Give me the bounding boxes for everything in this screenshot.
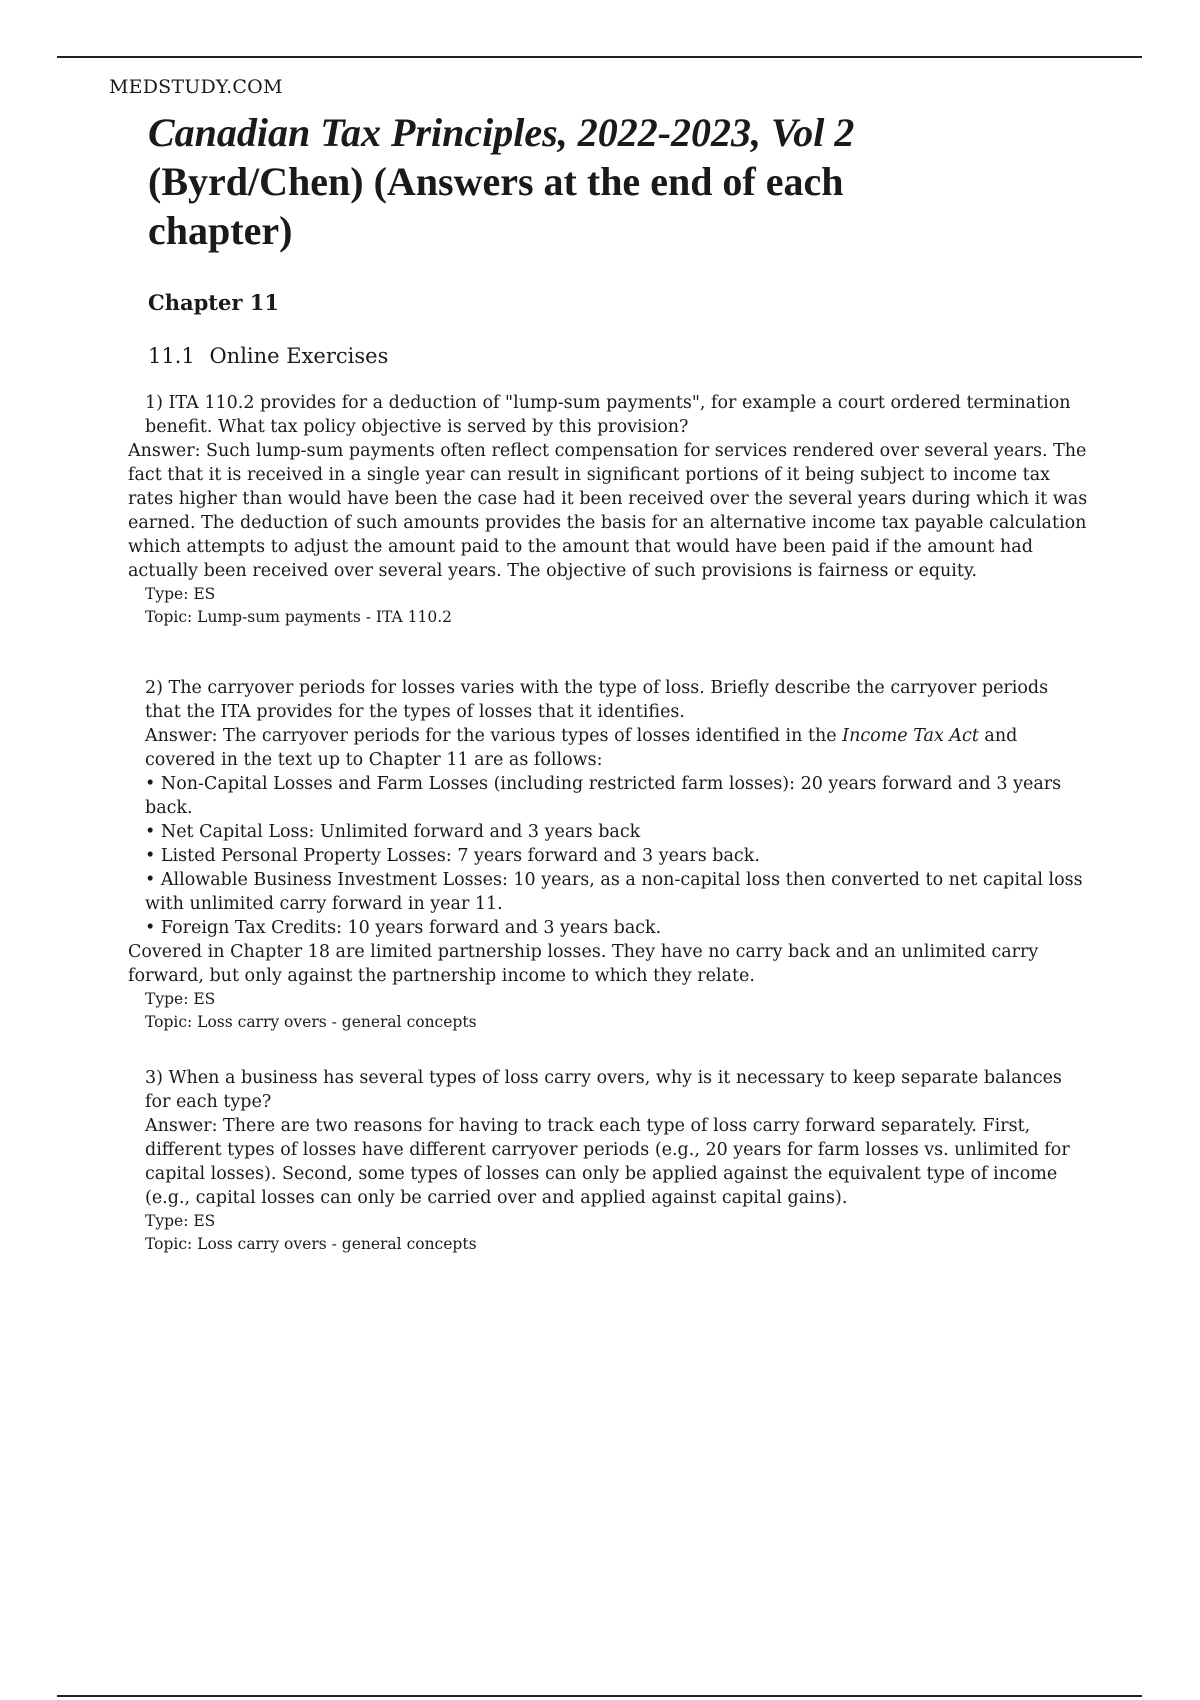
- answer-text: [128, 724, 1088, 772]
- title-italic-line: Canadian Tax Principles, 2022-2023, Vol 2: [148, 110, 855, 155]
- question-text: 2) The carryover periods for losses varies with the type of loss. Briefly describe the carryover periods that the ITA provides for the types of losses that it identifies.: [145, 678, 1049, 722]
- list-item: • Non-Capital Losses and Farm Losses (including restricted farm losses): 20 years forward and 3 years back.: [128, 772, 1088, 820]
- carryover-list: [128, 772, 1088, 940]
- question-type: Type: ES: [145, 990, 216, 1008]
- section-heading: [148, 344, 388, 368]
- question-block-1: [128, 391, 1088, 629]
- list-item: • Listed Personal Property Losses: 7 years forward and 3 years back.: [128, 844, 1088, 868]
- question-type: Type: ES: [145, 585, 216, 603]
- section-number: 11.1: [148, 344, 195, 368]
- answer-prefix: Answer: The carryover periods for the various types of losses identified in the: [145, 726, 843, 746]
- section-title: Online Exercises: [209, 344, 389, 368]
- document-title: [148, 108, 908, 255]
- list-item: • Foreign Tax Credits: 10 years forward and 3 years back.: [128, 916, 1088, 940]
- answer-text: Answer: Such lump-sum payments often reflect compensation for services rendered over several years. The fact that it is received in a single year can result in significant portions of it being subject to income tax rates higher than would have been the case had it been received over the several years during which it was earned. The deduction of such amounts provides the basis for an alternative income tax payable calculation which attempts to adjust the amount paid to the amount that would have been paid if the amount had actually been received over several years. The objective of such provisions is fairness or equity.: [128, 441, 1088, 581]
- question-text: 1) ITA 110.2 provides for a deduction of "lump-sum payments", for example a court ordered termination benefit. What tax policy objective is served by this provision?: [145, 393, 1071, 437]
- title-subtitle: (Byrd/Chen) (Answers at the end of each chapter): [148, 159, 844, 253]
- question-topic: Topic: Loss carry overs - general concepts: [145, 1013, 477, 1031]
- top-rule: [57, 56, 1142, 58]
- chapter-heading: Chapter 11: [148, 290, 279, 315]
- question-type: Type: ES: [145, 1212, 216, 1230]
- answer-text: Answer: There are two reasons for having to track each type of loss carry forward separately. First, different types of losses have different carryover periods (e.g., 20 years for farm losses vs. unlimited for capital losses). Second, some types of losses can only be applied against the equivalent type of income (e.g., capital losses can only be carried over and applied against capital gains).: [145, 1116, 1070, 1208]
- answer-italic: Income Tax Act: [842, 726, 979, 746]
- question-topic: Topic: Lump-sum payments - ITA 110.2: [145, 608, 453, 626]
- site-name: MEDSTUDY.COM: [109, 76, 283, 98]
- question-block-2: [128, 676, 1088, 1034]
- bottom-rule: [57, 1695, 1142, 1697]
- question-block-3: [128, 1066, 1088, 1256]
- question-topic: Topic: Loss carry overs - general concepts: [145, 1235, 477, 1253]
- question-text: 3) When a business has several types of loss carry overs, why is it necessary to keep separate balances for each type?: [145, 1068, 1062, 1112]
- answer-suffix: and covered in the text up to Chapter 11 are as follows:: [145, 726, 1018, 770]
- list-item: • Net Capital Loss: Unlimited forward and 3 years back: [128, 820, 1088, 844]
- list-item: • Allowable Business Investment Losses: 10 years, as a non-capital loss then converted to net capital loss with unlimited carry forward in year 11.: [128, 868, 1088, 916]
- closing-text: Covered in Chapter 18 are limited partnership losses. They have no carry back and an unlimited carry forward, but only against the partnership income to which they relate.: [128, 942, 1039, 986]
